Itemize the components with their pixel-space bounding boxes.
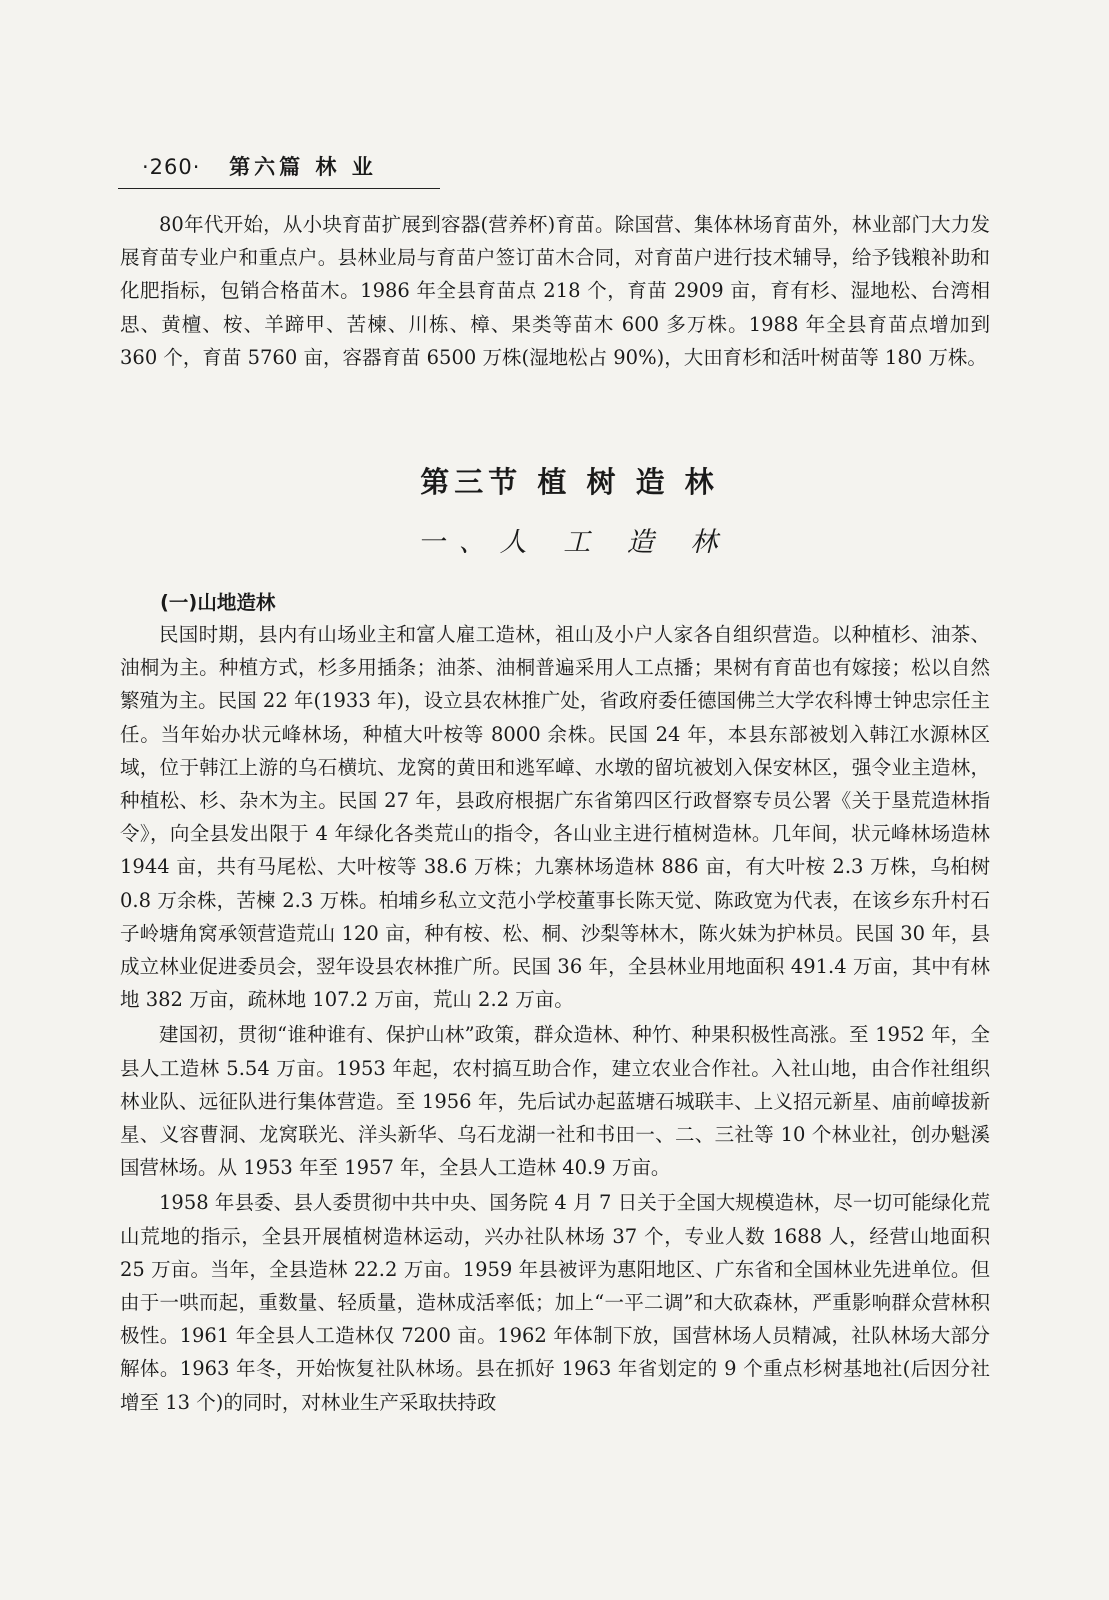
- main-text: [120, 618, 990, 1421]
- sub-heading: (一)山地造林: [160, 591, 276, 614]
- page-number: ·260·: [142, 155, 201, 179]
- subsection-title: 一、人 工 造 林: [417, 527, 732, 558]
- paragraph-founding-era: 建国初，贯彻“谁种谁有、保护山林”政策，群众造林、种竹、种果积极性高涨。至 1952 年，全县人工造林 5.54 万亩。1953 年起，农村搞互助合作，建立农业合作社。入社山地，由合作社组织林业队、远征队进行集体营造。至 1956 年，先后试办起蓝塘石城联丰、上义招元新星、庙前嶂拔新星、义容曹洞、龙窝联光、洋头新华、乌石龙湖一社和书田一、二、三社等 10 个林业社，创办魁溪国营林场。从 1953 年至 1957 年，全县人工造林 40.9 万亩。: [120, 1023, 990, 1180]
- part-title: 第六篇 林 业: [229, 155, 377, 179]
- running-header: [118, 152, 440, 189]
- section-title: 第三节 植 树 造 林: [420, 465, 719, 499]
- intro-paragraph: 80年代开始，从小块育苗扩展到容器(营养杯)育苗。除国营、集体林场育苗外，林业部门大力发展育苗专业户和重点户。县林业局与育苗户签订苗木合同，对育苗户进行技术辅导，给予钱粮补助和化肥指标，包销合格苗木。1986 年全县育苗点 218 个，育苗 2909 亩，育有杉、湿地松、台湾相思、黄檀、桉、羊蹄甲、苦楝、川栋、樟、果类等苗木 600 多万株。1988 年全县育苗点增加到 360 个，育苗 5760 亩，容器育苗 6500 万株(湿地松占 90%)，大田育杉和活叶树苗等 180 万株。: [120, 213, 990, 369]
- paragraph-1958-campaign: 1958 年县委、县人委贯彻中共中央、国务院 4 月 7 日关于全国大规模造林，尽一切可能绿化荒山荒地的指示，全县开展植树造林运动，兴办社队林场 37 个，专业人数 1688 人，经营山地面积 25 万亩。当年，全县造林 22.2 万亩。1959 年县被评为惠阳地区、广东省和全国林业先进单位。但由于一哄而起，重数量、轻质量，造林成活率低；加上“一平二调”和大砍森林，严重影响群众营林积极性。1961 年全县人工造林仅 7200 亩。1962 年体制下放，国营林场人员精减，社队林场大部分解体。1963 年冬，开始恢复社队林场。县在抓好 1963 年省划定的 9 个重点杉树基地社(后因分社增至 13 个)的同时，对林业生产采取扶持政: [120, 1191, 990, 1414]
- paragraph-republic-era: 民国时期，县内有山场业主和富人雇工造林，祖山及小户人家各自组织营造。以种植杉、油茶、油桐为主。种植方式，杉多用插条；油茶、油桐普遍采用人工点播；果树有育苗也有嫁接；松以自然繁殖为主。民国 22 年(1933 年)，设立县农林推广处，省政府委任德国佛兰大学农科博士钟忠宗任主任。当年始办状元峰林场，种植大叶桉等 8000 余株。民国 24 年，本县东部被划入韩江水源林区域，位于韩江上游的乌石横坑、龙窝的黄田和逃军嶂、水墩的留坑被划入保安林区，强令业主造林，种植松、杉、杂木为主。民国 27 年，县政府根据广东省第四区行政督察专员公署《关于垦荒造林指令》，向全县发出限于 4 年绿化各类荒山的指令，各山业主进行植树造林。几年间，状元峰林场造林 1944 亩，共有马尾松、大叶桉等 38.6 万株；九寨林场造林 886 亩，有大叶桉 2.3 万株，乌桕树 0.8 万余株，苦楝 2.3 万株。柏埔乡私立文范小学校董事长陈天觉、陈政宽为代表，在该乡东升村石子岭塘角窝承领营造荒山 120 亩，种有桉、松、桐、沙梨等林木，陈火妹为护林员。民国 30 年，县成立林业促进委员会，翌年设县农林推广所。民国 36 年，全县林业用地面积 491.4 万亩，其中有林地 382 万亩，疏林地 107.2 万亩，荒山 2.2 万亩。: [120, 623, 990, 1012]
